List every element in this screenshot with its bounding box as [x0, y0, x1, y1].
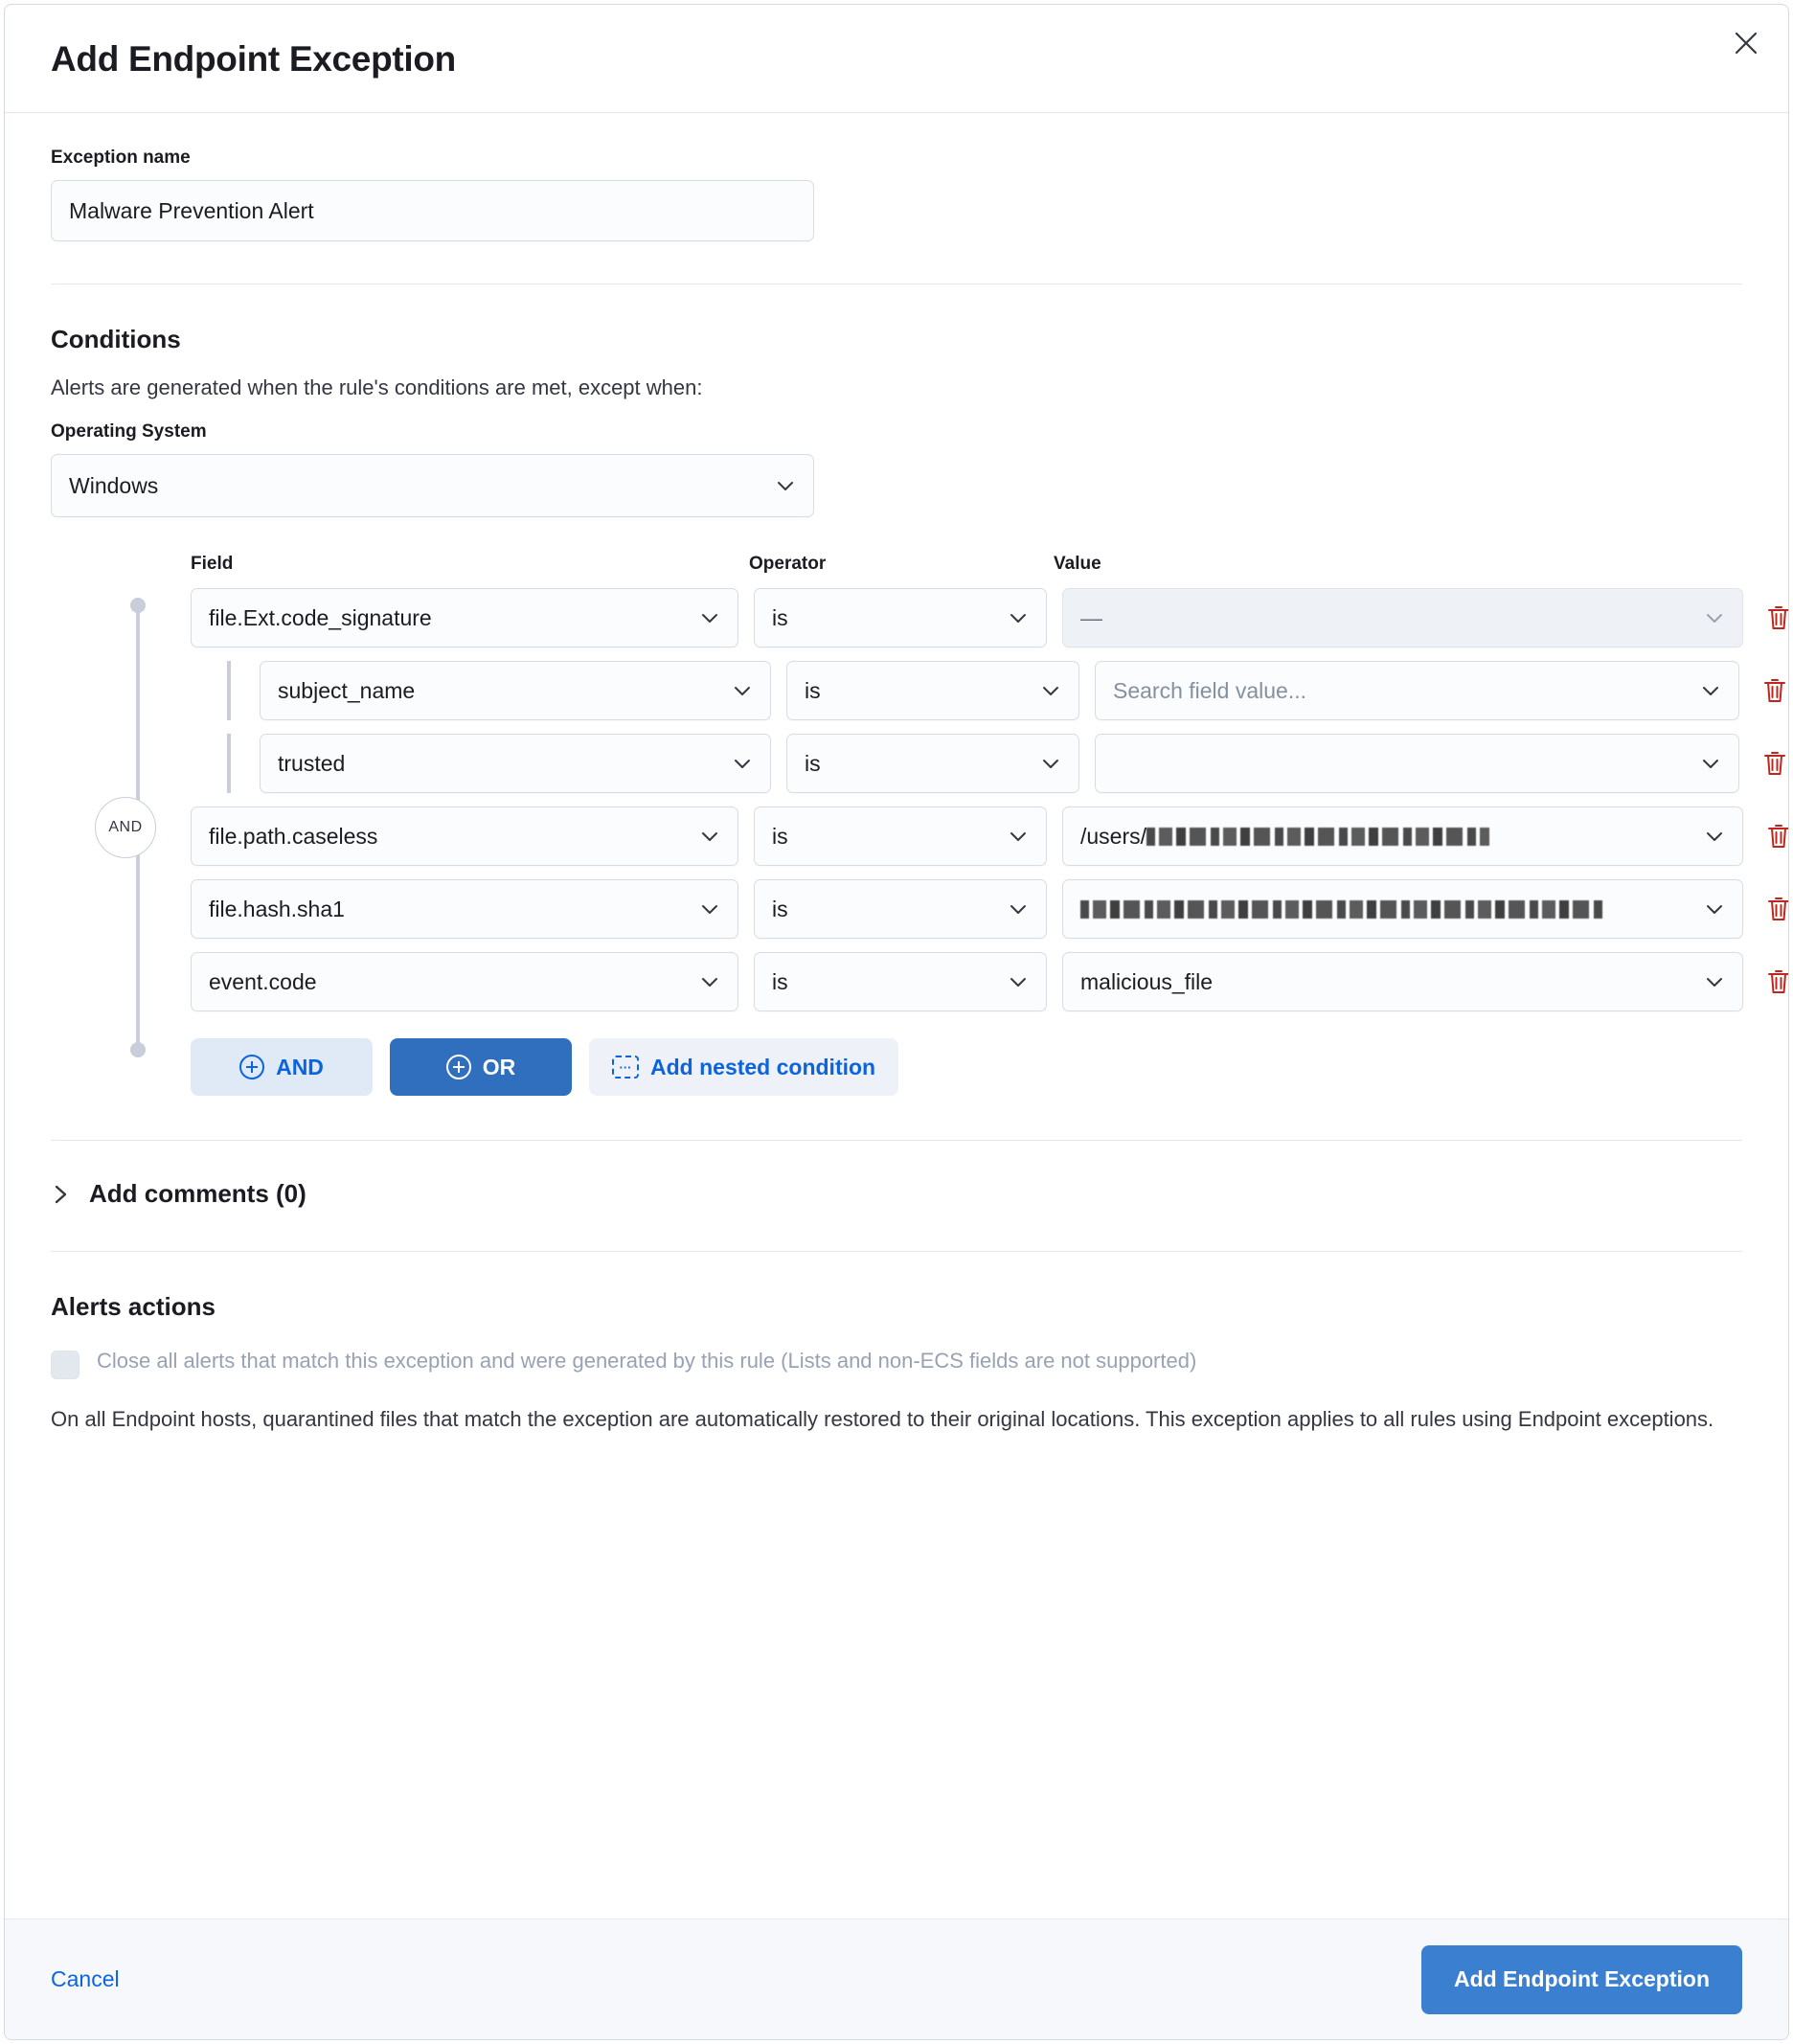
condition-operator-cell: [754, 952, 1047, 1011]
modal-body: [5, 113, 1788, 1919]
chevron-down-icon: [697, 897, 722, 921]
trash-icon[interactable]: [1766, 888, 1788, 930]
condition-value-cell: [1095, 661, 1739, 720]
chevron-down-icon: [1038, 678, 1063, 703]
field-select[interactable]: [191, 879, 738, 939]
operator-value: is: [772, 896, 788, 921]
condition-row: [191, 952, 1742, 1011]
field-value: subject_name: [278, 677, 416, 703]
close-alerts-checkbox[interactable]: [51, 1351, 79, 1379]
condition-row: [191, 879, 1742, 939]
condition-field-cell: [260, 661, 771, 720]
operator-select[interactable]: [754, 879, 1047, 939]
value-text: malicious_file: [1080, 968, 1214, 994]
exception-name-label: Exception name: [51, 148, 191, 168]
value-text: /users/: [1080, 823, 1147, 849]
operating-system-select[interactable]: [51, 454, 814, 517]
field-value: event.code: [209, 968, 317, 994]
divider-3: [51, 1251, 1742, 1252]
operator-value: is: [772, 823, 788, 849]
operator-value: is: [805, 750, 821, 776]
field-select[interactable]: [191, 806, 738, 866]
chevron-down-icon: [1702, 969, 1727, 994]
value-select[interactable]: [1062, 952, 1743, 1011]
chevron-down-icon: [697, 969, 722, 994]
add-and-button[interactable]: [191, 1038, 373, 1096]
modal-header: [5, 5, 1788, 113]
rail-dot-top: [130, 598, 146, 613]
operating-system-value: Windows: [69, 472, 159, 498]
divider-2: [51, 1140, 1742, 1141]
condition-value-cell: [1062, 879, 1743, 939]
condition-row: [191, 588, 1742, 647]
trash-icon[interactable]: [1766, 815, 1788, 857]
redacted-value: [1080, 900, 1603, 919]
value-text: Search field value...: [1113, 677, 1307, 703]
exception-name-input[interactable]: [51, 180, 814, 241]
chevron-down-icon: [697, 605, 722, 630]
condition-builder: [51, 554, 1742, 1096]
nested-rail: [227, 734, 231, 793]
add-comments-label: Add comments (0): [89, 1179, 306, 1208]
value-select[interactable]: [1095, 734, 1739, 793]
trash-icon[interactable]: [1762, 670, 1787, 712]
operator-select[interactable]: [786, 661, 1079, 720]
add-nested-condition-button[interactable]: [589, 1038, 898, 1096]
column-header-value: Value: [1054, 554, 1101, 574]
column-header-operator: Operator: [749, 554, 827, 574]
operator-value: is: [805, 677, 821, 703]
condition-operator-cell: [754, 879, 1047, 939]
operator-select[interactable]: [754, 588, 1047, 647]
plus-circle-icon: [239, 1055, 264, 1079]
condition-field-cell: [191, 588, 738, 647]
add-and-label: AND: [276, 1054, 324, 1079]
plus-circle-icon: [446, 1055, 471, 1079]
alerts-actions-title: Alerts actions: [51, 1292, 216, 1321]
chevron-down-icon: [1006, 969, 1031, 994]
endpoint-restore-note: On all Endpoint hosts, quarantined files that match the exception are automatically restored to their original locations. This exception applies to all rules using Endpoint exceptions.: [51, 1407, 1714, 1431]
page-title: Add Endpoint Exception: [51, 39, 456, 79]
chevron-down-icon: [730, 751, 755, 776]
condition-operator-cell: [786, 734, 1079, 793]
field-select[interactable]: [260, 734, 771, 793]
field-select[interactable]: [191, 952, 738, 1011]
field-select[interactable]: [191, 588, 738, 647]
chevron-right-icon: [51, 1182, 72, 1207]
rail-dot-bottom: [130, 1042, 146, 1057]
chevron-down-icon: [1702, 605, 1727, 630]
field-value: file.Ext.code_signature: [209, 604, 432, 630]
add-or-button[interactable]: [390, 1038, 572, 1096]
condition-operator-cell: [754, 588, 1047, 647]
chevron-down-icon: [1038, 751, 1063, 776]
condition-field-cell: [191, 806, 738, 866]
operator-select[interactable]: [754, 952, 1047, 1011]
condition-value-cell: [1062, 806, 1743, 866]
condition-operator-cell: [754, 806, 1047, 866]
close-alerts-checkbox-row[interactable]: [51, 1349, 1742, 1379]
chevron-down-icon: [1702, 824, 1727, 849]
chevron-down-icon: [773, 473, 798, 498]
value-select[interactable]: [1062, 806, 1743, 866]
close-icon[interactable]: [1725, 22, 1767, 64]
nested-condition-icon: ···: [612, 1056, 639, 1079]
operator-value: is: [772, 968, 788, 994]
chevron-down-icon: [1006, 824, 1031, 849]
conditions-subtitle: Alerts are generated when the rule's conditions are met, except when:: [51, 375, 703, 399]
condition-field-cell: [191, 952, 738, 1011]
condition-field-cell: [191, 879, 738, 939]
field-value: trusted: [278, 750, 346, 776]
value-text: —: [1080, 604, 1102, 630]
field-value: file.hash.sha1: [209, 896, 345, 921]
value-select[interactable]: [1095, 661, 1739, 720]
condition-value-cell: [1062, 952, 1743, 1011]
chevron-down-icon: [697, 824, 722, 849]
add-nested-label: Add nested condition: [650, 1054, 876, 1079]
trash-icon[interactable]: [1766, 961, 1788, 1003]
chevron-down-icon: [1698, 678, 1723, 703]
trash-icon[interactable]: [1766, 597, 1788, 639]
conditions-title: Conditions: [51, 325, 181, 353]
modal-footer: [5, 1919, 1788, 2039]
trash-icon[interactable]: [1762, 742, 1787, 784]
operator-select[interactable]: [754, 806, 1047, 866]
chevron-down-icon: [1006, 605, 1031, 630]
group-operator-badge: AND: [95, 797, 156, 858]
operator-value: is: [772, 604, 788, 630]
close-alerts-label: Close all alerts that match this exception and were generated by this rule (Lists and non-ECS fields are not supported): [97, 1349, 1197, 1373]
condition-value-cell: [1062, 588, 1743, 647]
condition-actions: [191, 1038, 1742, 1096]
add-endpoint-exception-modal: [4, 4, 1789, 2040]
condition-value-cell: [1095, 734, 1739, 793]
column-header-field: Field: [191, 554, 234, 574]
value-select[interactable]: [1062, 879, 1743, 939]
condition-group-rail: [108, 603, 143, 1052]
condition-row: [191, 806, 1742, 866]
operating-system-label: Operating System: [51, 421, 207, 442]
nested-rail: [227, 661, 231, 720]
add-endpoint-exception-button[interactable]: Add Endpoint Exception: [1421, 1945, 1742, 2014]
condition-column-headers: [191, 554, 1742, 575]
condition-row-nested: [191, 661, 1742, 720]
exception-name-value: Malware Prevention Alert: [69, 197, 314, 223]
value-select[interactable]: [1062, 588, 1743, 647]
add-comments-toggle[interactable]: [51, 1179, 1742, 1209]
condition-operator-cell: [786, 661, 1079, 720]
redacted-value: [1146, 828, 1489, 846]
cancel-button[interactable]: Cancel: [51, 1966, 120, 1991]
chevron-down-icon: [1702, 897, 1727, 921]
chevron-down-icon: [730, 678, 755, 703]
field-value: file.path.caseless: [209, 823, 378, 849]
add-or-label: OR: [482, 1054, 516, 1079]
condition-field-cell: [260, 734, 771, 793]
operator-select[interactable]: [786, 734, 1079, 793]
chevron-down-icon: [1698, 751, 1723, 776]
condition-row-nested: [191, 734, 1742, 793]
field-select[interactable]: [260, 661, 771, 720]
chevron-down-icon: [1006, 897, 1031, 921]
